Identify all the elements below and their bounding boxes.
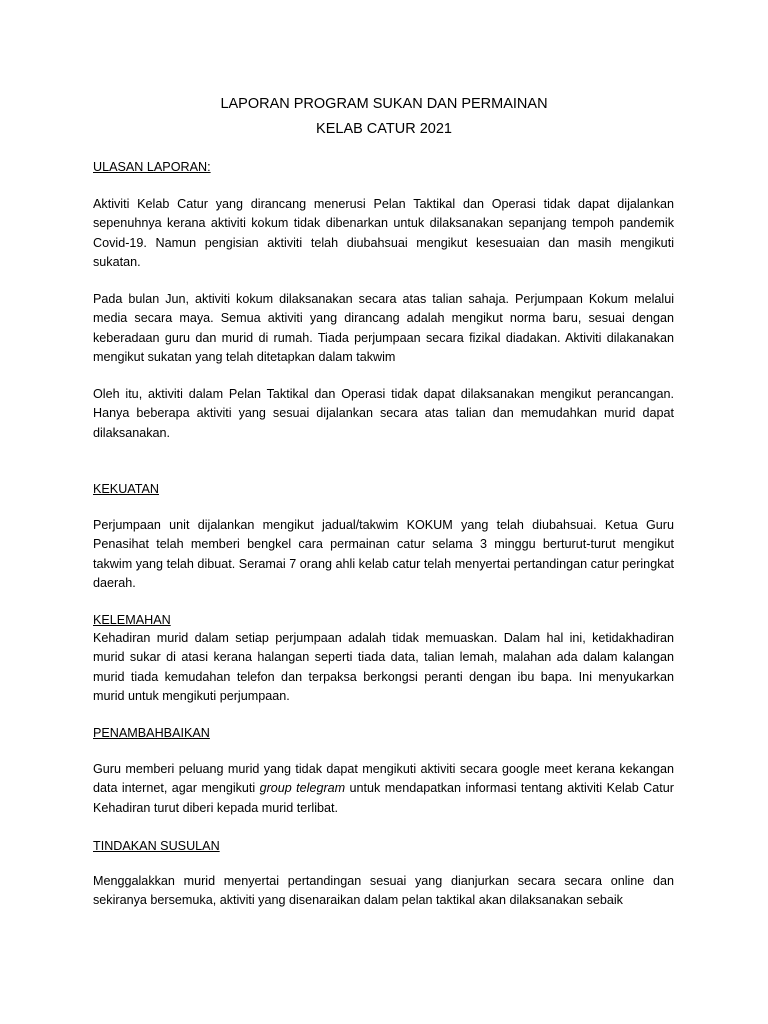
paragraph-penambahbaikan [93, 760, 674, 818]
title-line-1: LAPORAN PROGRAM SUKAN DAN PERMAINAN [220, 96, 548, 112]
paragraph-text-after: untuk mendapatkan informasi tentang aktiviti Kelab Catur Kehadiran turut diberi kepada murid terlibat. [93, 781, 674, 815]
section-heading-kekuatan: KEKUATAN [93, 482, 160, 496]
document-title [0, 92, 768, 142]
paragraph-ulasan-3: Oleh itu, aktiviti dalam Pelan Taktikal dan Operasi tidak dapat dilaksanakan mengikut perancangan. Hanya beberapa aktiviti yang sesuai dijalankan secara atas talian dan memudahkan murid dapat dilaksanakan. [93, 387, 674, 440]
section-heading-ulasan: ULASAN LAPORAN: [93, 160, 211, 174]
paragraph-tindakan-susulan: Menggalakkan murid menyertai pertandingan sesuai yang dianjurkan secara secara online dan sekiranya bersemuka, aktiviti yang disenaraikan dalam pelan taktikal akan dilaksanakan sebaik [93, 874, 674, 908]
paragraph-kekuatan: Perjumpaan unit dijalankan mengikut jadual/takwim KOKUM yang telah diubahsuai. Ketua Guru Penasihat telah memberi bengkel cara permainan catur selama 3 minggu berturut-turut mengikut takwim yang telah dibuat. Seramai 7 orang ahli kelab catur telah menyertai pertandingan catur peringkat daerah. [93, 518, 674, 591]
paragraph-text-before: Guru memberi peluang murid yang tidak dapat mengikuti aktiviti secara google meet kerana kekangan data internet, agar mengikuti [93, 762, 674, 796]
section-heading-kelemahan: KELEMAHAN [93, 613, 171, 627]
italic-group-telegram: group telegram [259, 781, 346, 796]
section-heading-tindakan-susulan: TINDAKAN SUSULAN [93, 839, 220, 853]
title-line-2: KELAB CATUR 2021 [316, 121, 452, 137]
paragraph-ulasan-2: Pada bulan Jun, aktiviti kokum dilaksanakan secara atas talian sahaja. Perjumpaan Kokum melalui media secara maya. Semua aktiviti yang dirancang adalah mengikut norma baru, sesuai dengan keberadaan guru dan murid di rumah. Tiada perjumpaan secara fizikal diadakan. Aktiviti dilakanakan mengikut sukatan yang telah ditetapkan dalam takwim [93, 292, 674, 365]
section-heading-penambahbaikan: PENAMBAHBAIKAN [93, 726, 210, 740]
paragraph-ulasan-1: Aktiviti Kelab Catur yang dirancang menerusi Pelan Taktikal dan Operasi tidak dapat dijalankan sepenuhnya kerana aktiviti kokum tidak dibenarkan untuk dilaksanakan sepanjang tempoh pandemik Covid-19. Namun pengisian aktiviti telah diubahsuai mengikut kesesuaian dan masih mengikuti sukatan. [93, 197, 674, 270]
paragraph-kelemahan: Kehadiran murid dalam setiap perjumpaan adalah tidak memuaskan. Dalam hal ini, ketidakhadiran murid sukar di atasi kerana halangan seperti tiada data, talian lemah, malahan ada dalam kalangan murid tiada kemudahan telefon dan terpaksa berkongsi peranti dengan ibu bapa. Ini menyukarkan murid untuk mengikuti perjumpaan. [93, 631, 674, 704]
